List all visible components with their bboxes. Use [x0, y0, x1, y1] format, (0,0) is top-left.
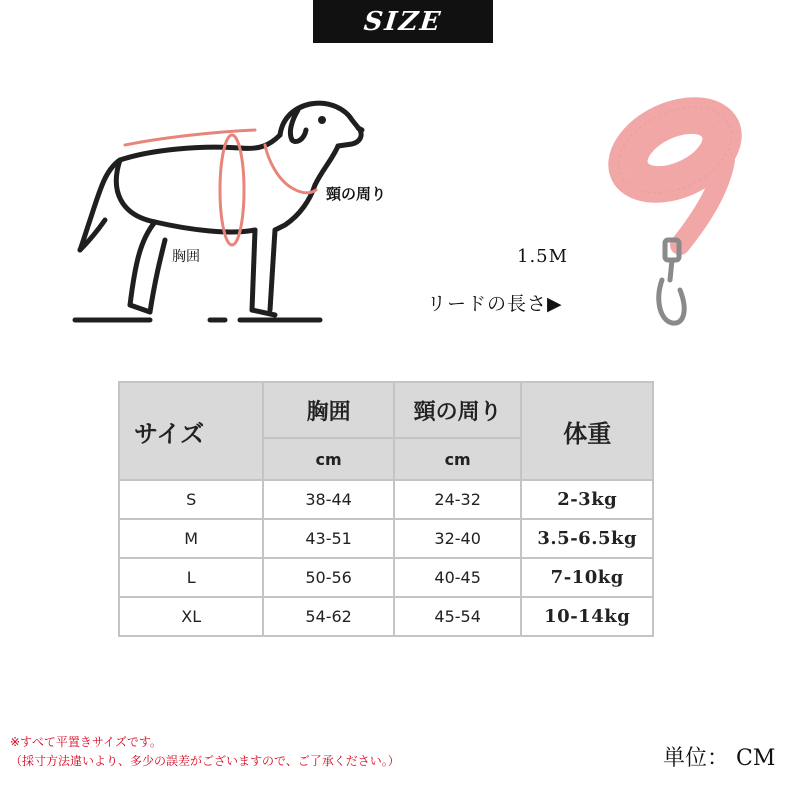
chest-cell: 54-62: [263, 597, 393, 636]
size-table: [118, 381, 654, 637]
neck-label: 頸の周り: [326, 185, 387, 203]
chest-cell: 50-56: [263, 558, 393, 597]
neck-cell: 24-32: [394, 480, 522, 519]
neck-cell: 32-40: [394, 519, 522, 558]
chest-cell: 43-51: [263, 519, 393, 558]
size-cell: L: [119, 558, 263, 597]
table-row: [119, 480, 653, 519]
size-banner: [313, 0, 493, 43]
weight-cell: 10-14kg: [521, 597, 653, 636]
size-cell: XL: [119, 597, 263, 636]
leash-image: [590, 95, 770, 335]
weight-cell: 3.5-6.5kg: [521, 519, 653, 558]
unit-label: 単位： CM: [663, 746, 776, 771]
neck-cell: 40-45: [394, 558, 522, 597]
size-cell: S: [119, 480, 263, 519]
weight-cell: 2-3kg: [521, 480, 653, 519]
note-flat-measure: ※すべて平置きサイズです。: [10, 735, 162, 749]
chest-label: 胸囲: [172, 249, 200, 265]
header-chest: 胸囲: [263, 382, 393, 438]
chest-cell: 38-44: [263, 480, 393, 519]
header-neck-unit: cm: [394, 438, 522, 480]
leash-icon: [590, 95, 770, 335]
leash-length: 1.5M: [517, 246, 569, 267]
neck-cell: 45-54: [394, 597, 522, 636]
dog-outline-icon: [60, 90, 420, 340]
header-chest-unit: cm: [263, 438, 393, 480]
size-title: SIZE: [362, 6, 444, 37]
header-neck: 頸の周り: [394, 382, 522, 438]
header-weight: 体重: [521, 382, 653, 480]
table-row: [119, 597, 653, 636]
note-error-disclaimer: （採寸方法違いより、多少の誤差がございますので、ご了承ください。）: [10, 754, 400, 768]
table-row: [119, 519, 653, 558]
weight-cell: 7-10kg: [521, 558, 653, 597]
header-size: サイズ: [119, 382, 263, 480]
table-row: [119, 558, 653, 597]
dog-diagram: [60, 90, 420, 340]
leash-length-label: リードの長さ▶: [427, 293, 563, 315]
size-cell: M: [119, 519, 263, 558]
